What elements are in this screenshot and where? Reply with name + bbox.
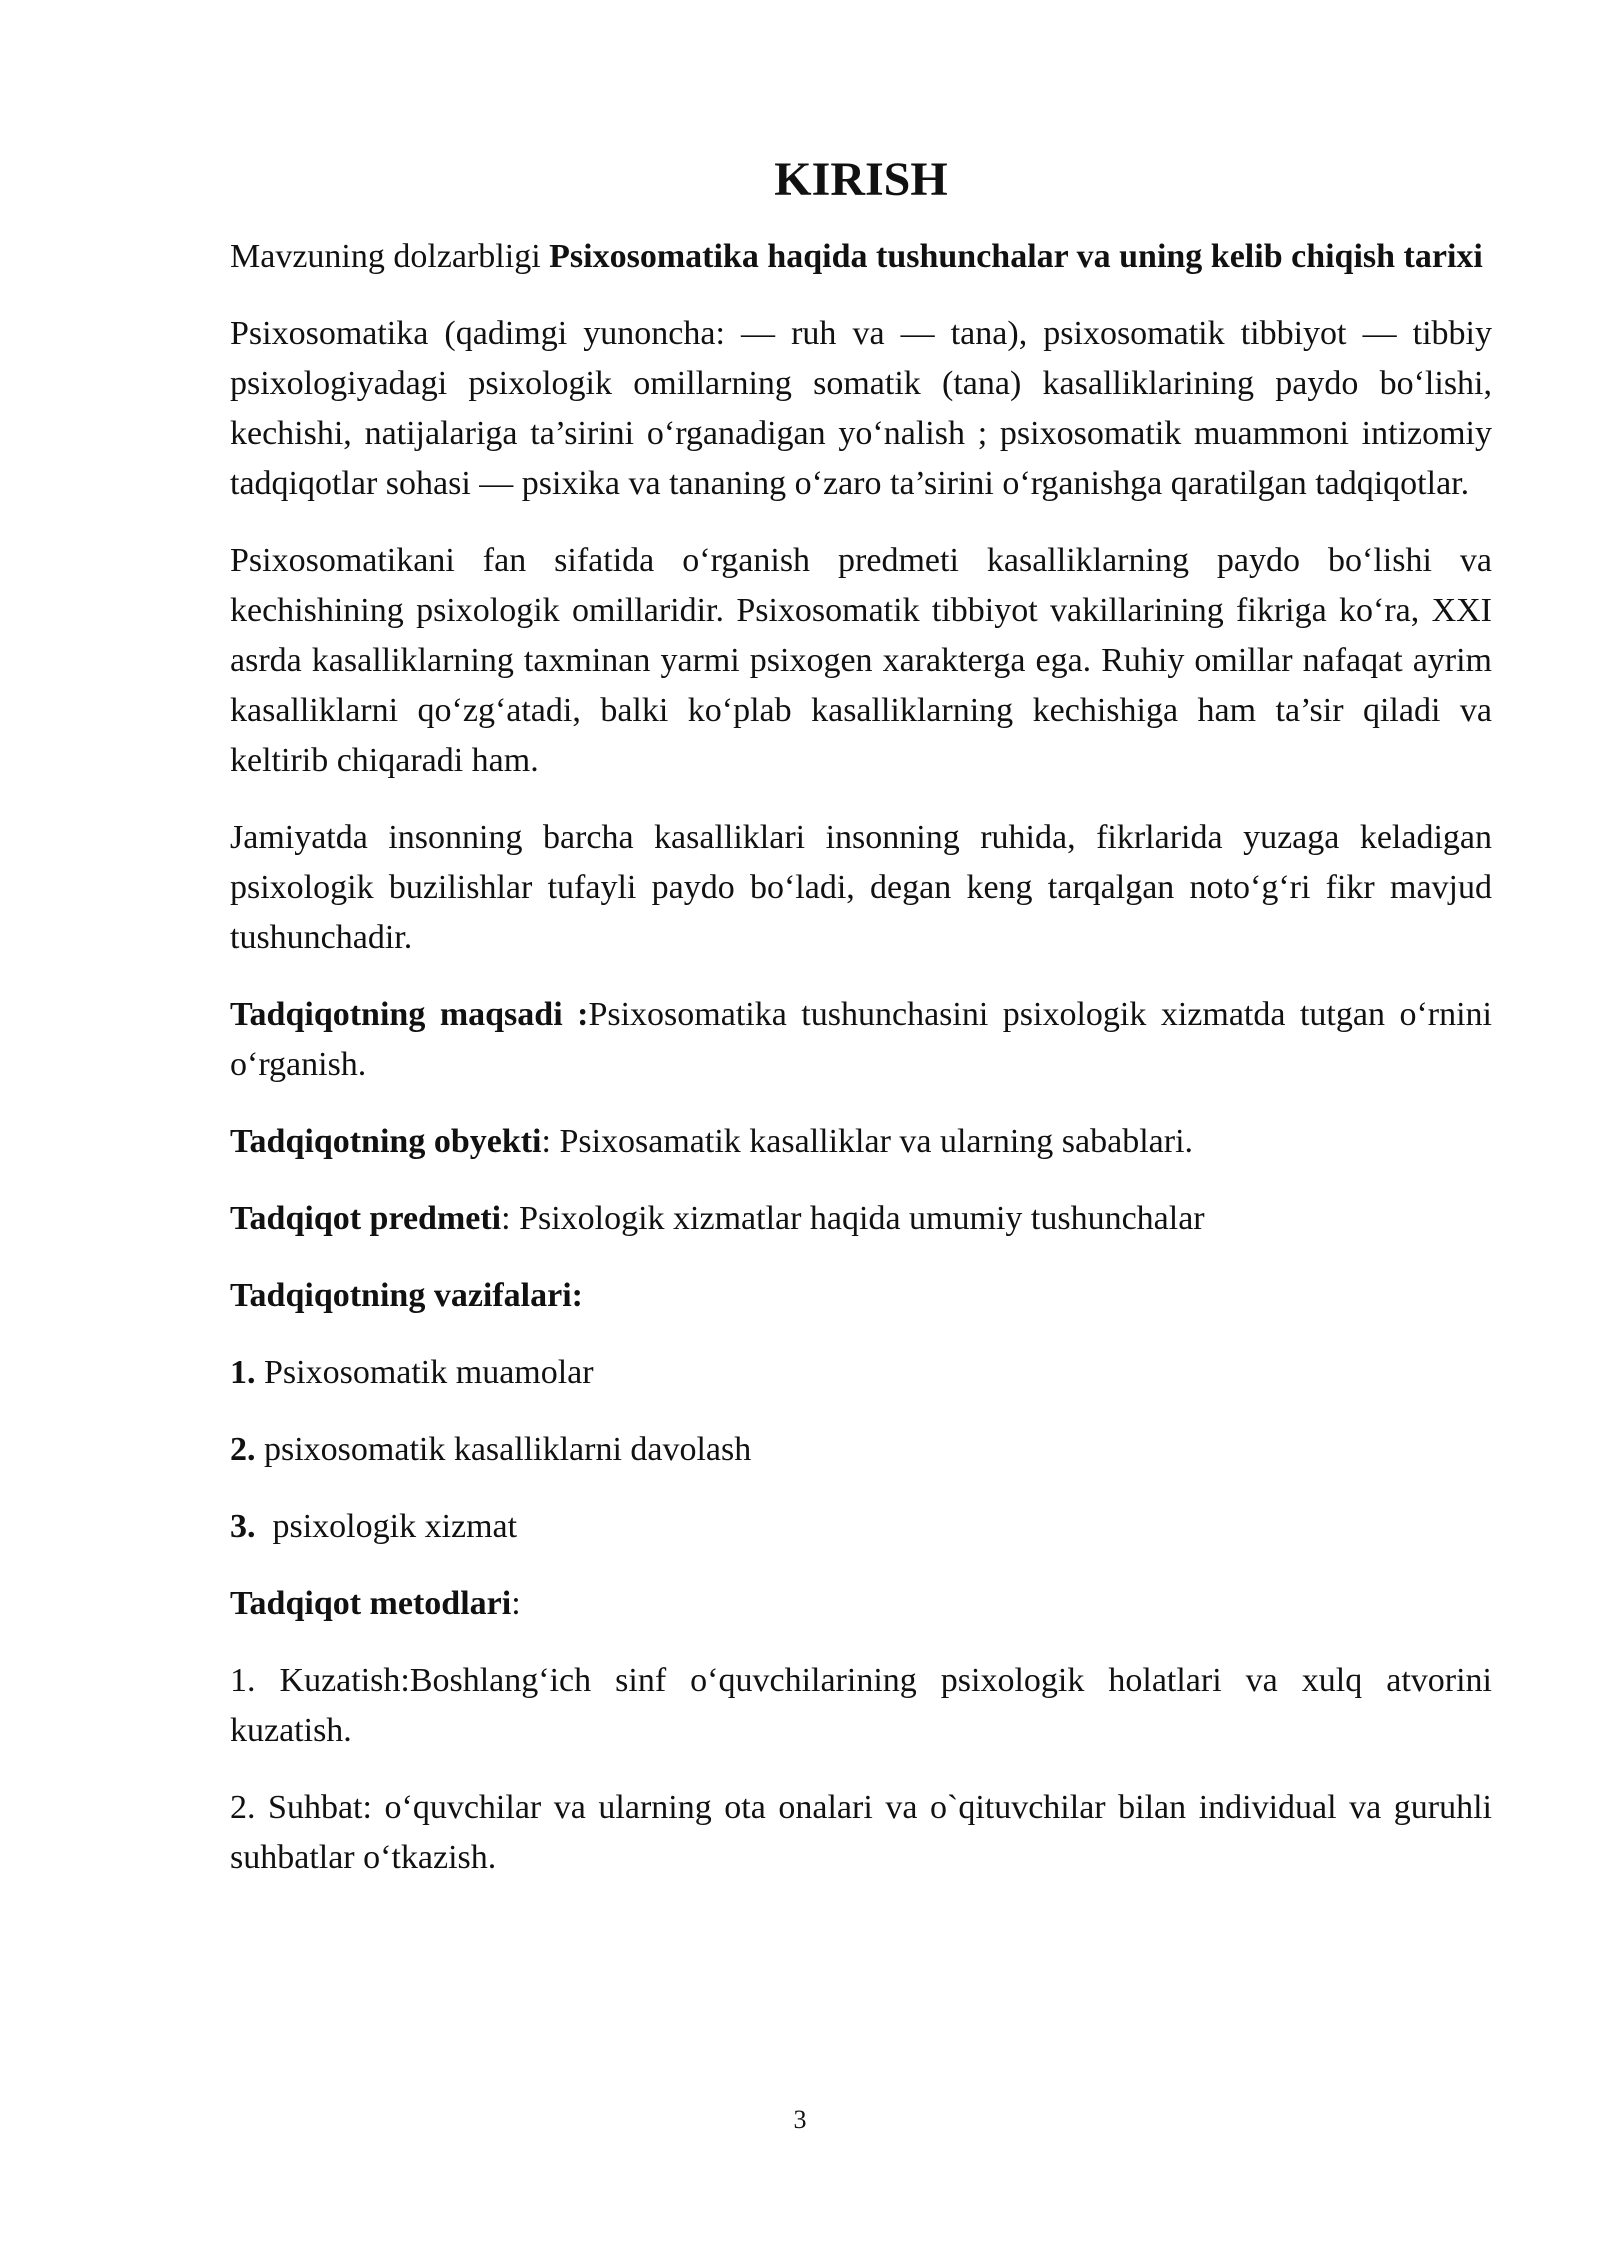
method-item-1: 1. Kuzatish:Boshlang‘ich sinf o‘quvchilarining psixologik holatlari va xulq atvorini kuzatish. (230, 1662, 1492, 1749)
method-item-2: 2. Suhbat: o‘quvchilar va ularning ota onalari va o`qituvchilar bilan individual va guruhli suhbatlar o‘tkazish. (230, 1789, 1492, 1876)
body-paragraph-3: Jamiyatda insonning barcha kasalliklari insonning ruhida, fikrlarida yuzaga keladigan psixologik buzilishlar tufayli paydo bo‘ladi, degan keng tarqalgan noto‘g‘ri fikr mavjud tushunchadir. (230, 819, 1492, 956)
object-label: Tadqiqotning obyekti (230, 1123, 542, 1160)
task-item-3 (230, 1502, 1492, 1552)
task-text: psixosomatik kasalliklarni davolash (255, 1431, 752, 1468)
goal-paragraph (230, 990, 1492, 1090)
subject-paragraph (230, 1194, 1492, 1244)
page-number: 3 (793, 2105, 807, 2134)
methods-heading-line (230, 1579, 1492, 1629)
task-text: Psixosomatik muamolar (255, 1354, 594, 1391)
subject-text: : Psixologik xizmatlar haqida umumiy tushunchalar (501, 1200, 1205, 1237)
object-text: : Psixosamatik kasalliklar va ularning sabablari. (541, 1123, 1194, 1160)
methods-heading-suffix: : (511, 1585, 521, 1622)
topic-paragraph (230, 232, 1492, 282)
task-item-2 (230, 1425, 1492, 1475)
goal-label: Tadqiqotning maqsadi : (230, 996, 589, 1033)
task-number: 1. (230, 1354, 256, 1391)
subject-label: Tadqiqot predmeti (230, 1200, 502, 1237)
object-paragraph (230, 1117, 1492, 1167)
body-paragraph-1: Psixosomatika (qadimgi yunoncha: — ruh va — tana), psixosomatik tibbiyot — tibbiy psixologiyadagi psixologik omillarning somatik (tana) kasalliklarining paydo bo‘lishi, kechishi, natijalariga ta’sirini o‘rganadigan yo‘nalish ; psixosomatik muammoni intizomiy tadqiqotlar sohasi — psixika va tananing o‘zaro ta’sirini o‘rganishga qaratilgan tadqiqotlar. (230, 315, 1492, 502)
topic-label: Mavzuning dolzarbligi (230, 238, 541, 275)
tasks-heading: Tadqiqotning vazifalari: (230, 1277, 583, 1314)
task-number: 3. (230, 1508, 256, 1545)
task-item-1 (230, 1348, 1492, 1398)
goal-text: Psixosomatika tushunchasini psixologik xizmatda tutgan o‘rnini o‘rganish. (230, 996, 1492, 1083)
body-paragraph-2: Psixosomatikani fan sifatida o‘rganish predmeti kasalliklarning paydo bo‘lishi va kechishining psixologik omillaridir. Psixosomatik tibbiyot vakillarining fikriga ko‘ra, XXI asrda kasalliklarning taxminan yarmi psixogen xarakterga ega. Ruhiy omillar nafaqat ayrim kasalliklarni qo‘zg‘atadi, balki ko‘plab kasalliklarning kechishiga ham ta’sir qiladi va keltirib chiqaradi ham. (230, 542, 1492, 779)
methods-heading: Tadqiqot metodlari (230, 1585, 512, 1622)
task-number: 2. (230, 1431, 256, 1468)
topic-title: Psixosomatika haqida tushunchalar va uning kelib chiqish tarixi (549, 238, 1483, 275)
section-title: KIRISH (774, 153, 948, 206)
page-content (230, 150, 1492, 1910)
task-text: psixologik xizmat (255, 1508, 518, 1545)
